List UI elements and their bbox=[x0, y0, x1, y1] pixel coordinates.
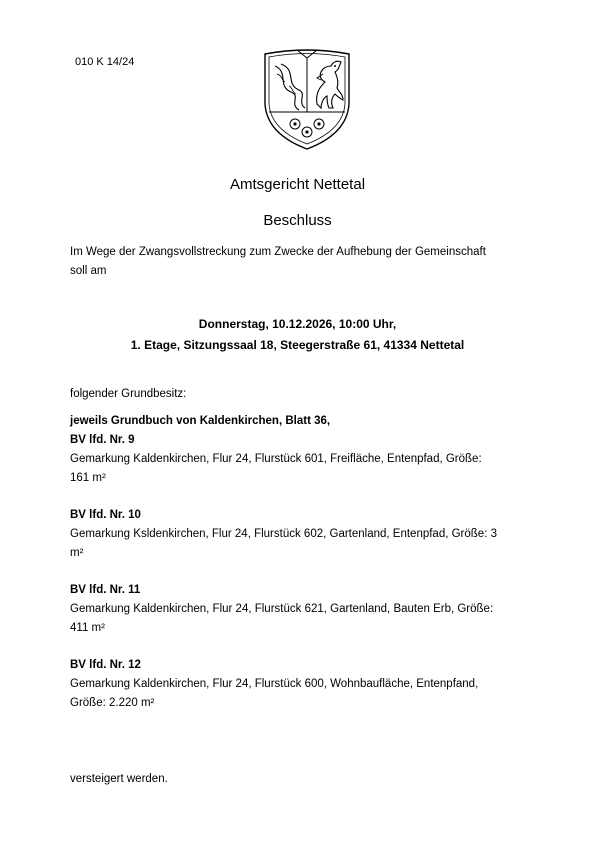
parcel-item bbox=[70, 431, 530, 488]
case-number: 010 K 14/24 bbox=[75, 56, 135, 68]
closing-text: versteigert werden. bbox=[70, 773, 168, 785]
parcel-label: BV lfd. Nr. 9 bbox=[70, 434, 135, 446]
parcel-item bbox=[70, 581, 530, 638]
nrw-coat-of-arms-icon bbox=[259, 46, 355, 151]
parcel-desc: Gemarkung Kaldenkirchen, Flur 24, Flurstück 601, Freifläche, Entenpfad, Größe: bbox=[70, 453, 482, 465]
hearing-details bbox=[0, 314, 595, 356]
document-title: Beschluss bbox=[263, 212, 332, 229]
parcel-item bbox=[70, 506, 530, 563]
hearing-date: Donnerstag, 10.12.2026, 10:00 Uhr, bbox=[198, 317, 397, 331]
parcel-label: BV lfd. Nr. 10 bbox=[70, 509, 141, 521]
parcel-desc: Gemarkung Ksldenkirchen, Flur 24, Flurstück 602, Gartenland, Entenpfad, Größe: 3 bbox=[70, 528, 497, 540]
parcel-size: 161 m² bbox=[70, 472, 106, 484]
parcel-item bbox=[70, 656, 530, 713]
property-section bbox=[70, 385, 530, 713]
property-intro: folgender Grundbesitz: bbox=[70, 388, 187, 400]
intro-line-1: Im Wege der Zwangsvollstreckung zum Zwecke der Aufhebung der Gemeinschaft bbox=[70, 246, 486, 258]
parcel-label: BV lfd. Nr. 12 bbox=[70, 659, 141, 671]
intro-line-2: soll am bbox=[70, 265, 107, 277]
parcel-desc: Gemarkung Kaldenkirchen, Flur 24, Flurstück 621, Gartenland, Bauten Erb, Größe: bbox=[70, 603, 494, 615]
parcel-size: m² bbox=[70, 547, 84, 559]
parcel-label: BV lfd. Nr. 11 bbox=[70, 584, 141, 596]
intro-text bbox=[70, 243, 530, 281]
court-name: Amtsgericht Nettetal bbox=[229, 176, 366, 193]
parcel-size: Größe: 2.220 m² bbox=[70, 697, 155, 709]
parcel-desc: Gemarkung Kaldenkirchen, Flur 24, Flurstück 600, Wohnbaufläche, Entenpfand, bbox=[70, 678, 479, 690]
land-register: jeweils Grundbuch von Kaldenkirchen, Blatt 36, bbox=[70, 415, 331, 427]
parcel-size: 411 m² bbox=[70, 622, 105, 634]
hearing-location: 1. Etage, Sitzungssaal 18, Steegerstraße 61, 41334 Nettetal bbox=[130, 338, 465, 352]
